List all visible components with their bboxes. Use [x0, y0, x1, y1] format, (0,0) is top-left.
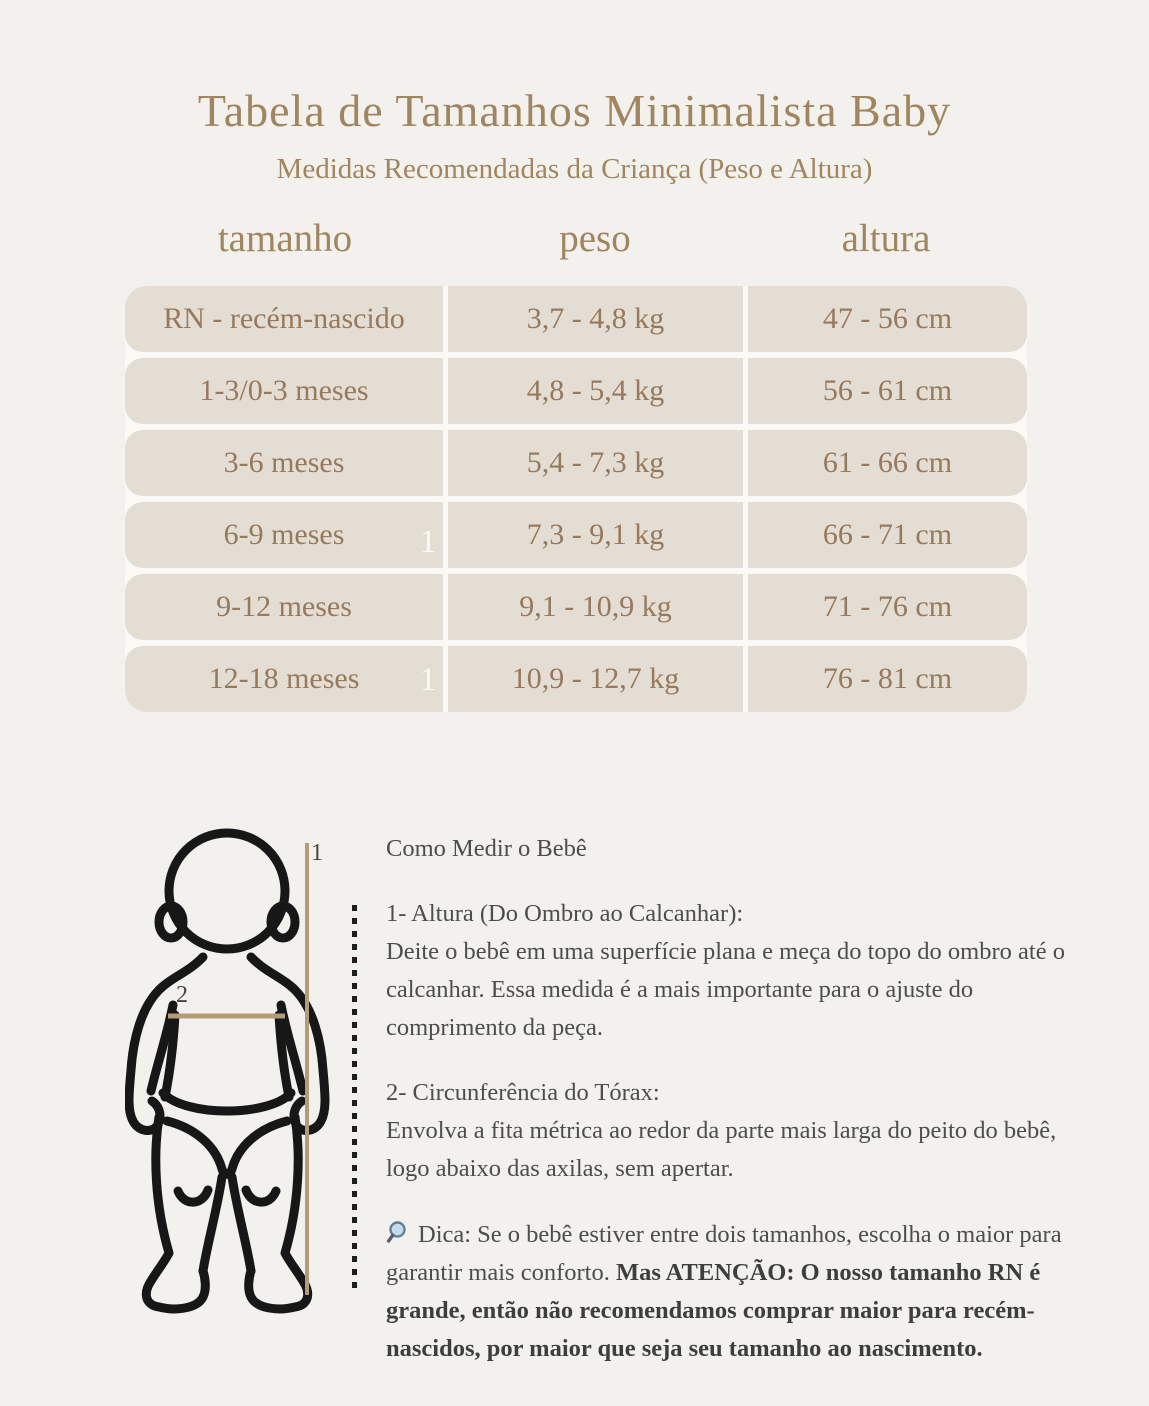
page-subtitle: Medidas Recomendadas da Criança (Peso e Altura) [276, 153, 873, 185]
baby-head [169, 833, 285, 949]
cell-height: 61 - 66 cm [748, 430, 1027, 496]
guide-step-height [386, 895, 1086, 1047]
page-title: Tabela de Tamanhos Minimalista Baby [197, 85, 952, 136]
tip-bold-text: Mas ATENÇÃO: O nosso tamanho RN é grande, então não recomendamos comprar maior para recém-nascidos, por maior que seja seu tamanho ao nascimento. [386, 1259, 1041, 1362]
guide-tip [386, 1216, 1086, 1368]
measuring-guide [386, 830, 1086, 1368]
cell-weight: 3,7 - 4,8 kg [448, 286, 743, 352]
column-header-tamanho: tamanho [217, 217, 353, 260]
ghost-digit: 1 [419, 524, 437, 560]
guide-step-chest [386, 1074, 1086, 1188]
cell-size: RN - recém-nascido [125, 286, 443, 352]
cell-height: 76 - 81 cm [748, 646, 1027, 712]
step2-body: Envolva a fita métrica ao redor da parte mais larga do peito do bebê, logo abaixo das axilas, sem apertar. [386, 1117, 1057, 1182]
column-header-peso: peso [559, 217, 631, 260]
table-row [125, 286, 1027, 352]
cell-size: 9-12 meses [125, 574, 443, 640]
cell-size: 3-6 meses [125, 430, 443, 496]
cell-size: 6-9 meses [125, 502, 443, 568]
chest-measure-label: 2 [176, 982, 188, 1008]
table-column-headers [125, 216, 1027, 261]
step2-title: 2- Circunferência do Tórax: [386, 1079, 660, 1106]
cell-height: 71 - 76 cm [748, 574, 1027, 640]
baby-outline-illustration [125, 825, 375, 1365]
magnifier-icon [386, 1220, 412, 1246]
cell-weight: 9,1 - 10,9 kg [448, 574, 743, 640]
table-row [125, 358, 1027, 424]
step1-title: 1- Altura (Do Ombro ao Calcanhar): [386, 900, 744, 927]
cell-size: 12-18 meses [125, 646, 443, 712]
cell-height: 66 - 71 cm [748, 502, 1027, 568]
step1-body: Deite o bebê em uma superfície plana e meça do topo do ombro até o calcanhar. Essa medida é a mais importante para o ajuste do comprimento da peça. [386, 938, 1065, 1041]
size-table [125, 286, 1027, 712]
cell-weight: 10,9 - 12,7 kg [448, 646, 743, 712]
cell-weight: 4,8 - 5,4 kg [448, 358, 743, 424]
cell-height: 56 - 61 cm [748, 358, 1027, 424]
height-measure-label: 1 [311, 840, 323, 866]
cell-weight: 7,3 - 9,1 kg [448, 502, 743, 568]
table-row [125, 574, 1027, 640]
cell-weight: 5,4 - 7,3 kg [448, 430, 743, 496]
ghost-digit: 1 [419, 662, 437, 698]
table-row [125, 502, 1027, 568]
dotted-divider [352, 905, 357, 1289]
column-header-altura: altura [841, 217, 931, 260]
guide-heading: Como Medir o Bebê [386, 835, 587, 862]
header [0, 84, 1149, 186]
table-row [125, 430, 1027, 496]
cell-size: 1-3/0-3 meses [125, 358, 443, 424]
table-row [125, 646, 1027, 712]
tip-text: Dica: Se o bebê estiver entre dois tamanhos, escolha o maior para garantir mais conforto. [386, 1221, 1062, 1286]
cell-height: 47 - 56 cm [748, 286, 1027, 352]
